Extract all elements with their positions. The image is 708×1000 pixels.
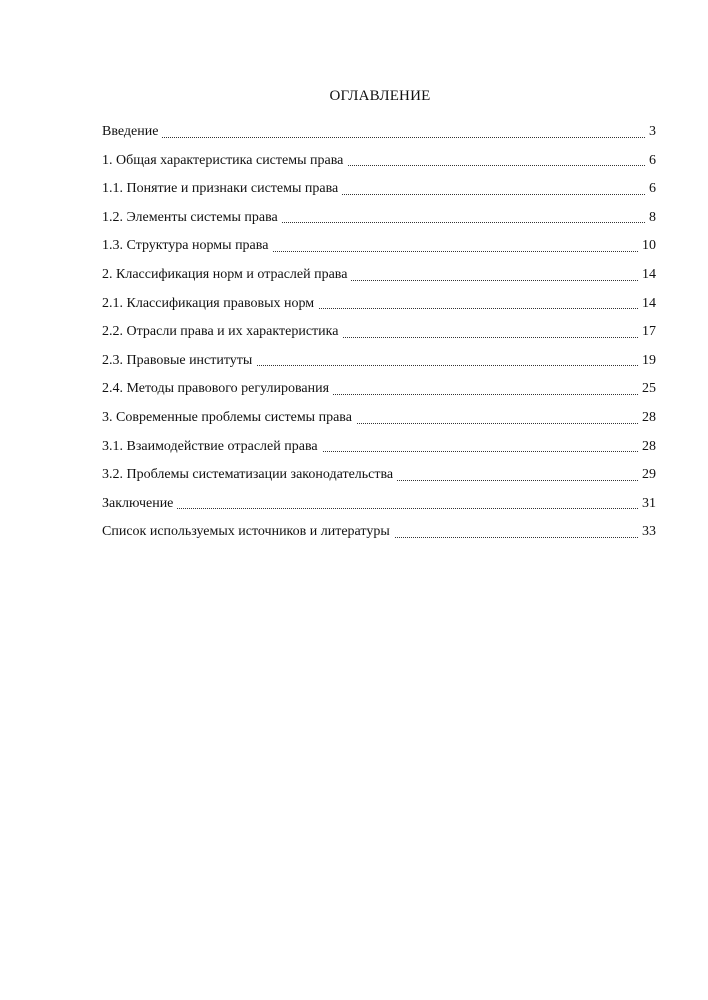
toc-entry-references bbox=[102, 518, 658, 547]
toc-entry-2 bbox=[102, 261, 658, 290]
toc-entry-label: 2.3. Правовые институты bbox=[102, 347, 256, 376]
toc-entry-page: 3 bbox=[645, 118, 656, 147]
toc-entry-2-2 bbox=[102, 318, 658, 347]
toc-entry-page: 6 bbox=[645, 175, 656, 204]
toc-entry-page: 6 bbox=[645, 147, 656, 176]
toc-entry-label: 1. Общая характеристика системы права bbox=[102, 147, 347, 176]
toc-entry-label: 2.4. Методы правового регулирования bbox=[102, 375, 333, 404]
toc-entry-3 bbox=[102, 404, 658, 433]
table-of-contents bbox=[102, 118, 658, 547]
toc-entry-page: 29 bbox=[638, 461, 656, 490]
toc-entry-label: 2. Классификация норм и отраслей права bbox=[102, 261, 351, 290]
toc-entry-1 bbox=[102, 147, 658, 176]
toc-entry-2-4 bbox=[102, 375, 658, 404]
toc-title: ОГЛАВЛЕНИЕ bbox=[329, 88, 431, 104]
toc-entry-page: 31 bbox=[638, 490, 656, 519]
toc-entry-label: 3.1. Взаимодействие отраслей права bbox=[102, 433, 322, 462]
toc-entry-label: 2.2. Отрасли права и их характеристика bbox=[102, 318, 342, 347]
toc-entry-3-2 bbox=[102, 461, 658, 490]
toc-entry-label: 1.1. Понятие и признаки системы права bbox=[102, 175, 342, 204]
toc-entry-label: Введение bbox=[102, 118, 162, 147]
toc-entry-label: 1.3. Структура нормы права bbox=[102, 232, 272, 261]
toc-entry-page: 17 bbox=[638, 318, 656, 347]
toc-entry-1-1 bbox=[102, 175, 658, 204]
toc-entry-label: 3.2. Проблемы систематизации законодательства bbox=[102, 461, 397, 490]
toc-entry-page: 25 bbox=[638, 375, 656, 404]
toc-entry-page: 10 bbox=[638, 232, 656, 261]
toc-entry-introduction bbox=[102, 118, 658, 147]
toc-entry-label: Заключение bbox=[102, 490, 177, 519]
toc-entry-page: 14 bbox=[638, 261, 656, 290]
dot-leader bbox=[102, 137, 645, 138]
toc-entry-page: 19 bbox=[638, 347, 656, 376]
toc-entry-page: 28 bbox=[638, 404, 656, 433]
toc-entry-2-3 bbox=[102, 347, 658, 376]
toc-entry-label: Список используемых источников и литературы bbox=[102, 518, 394, 547]
toc-entry-page: 14 bbox=[638, 290, 656, 319]
toc-entry-page: 28 bbox=[638, 433, 656, 462]
toc-entry-page: 8 bbox=[645, 204, 656, 233]
toc-entry-conclusion bbox=[102, 490, 658, 519]
toc-entry-3-1 bbox=[102, 433, 658, 462]
toc-entry-1-3 bbox=[102, 232, 658, 261]
toc-entry-label: 1.2. Элементы системы права bbox=[102, 204, 282, 233]
dot-leader bbox=[102, 508, 638, 509]
toc-entry-2-1 bbox=[102, 290, 658, 319]
toc-entry-label: 2.1. Классификация правовых норм bbox=[102, 290, 318, 319]
toc-entry-1-2 bbox=[102, 204, 658, 233]
toc-entry-page: 33 bbox=[638, 518, 656, 547]
toc-entry-label: 3. Современные проблемы системы права bbox=[102, 404, 356, 433]
